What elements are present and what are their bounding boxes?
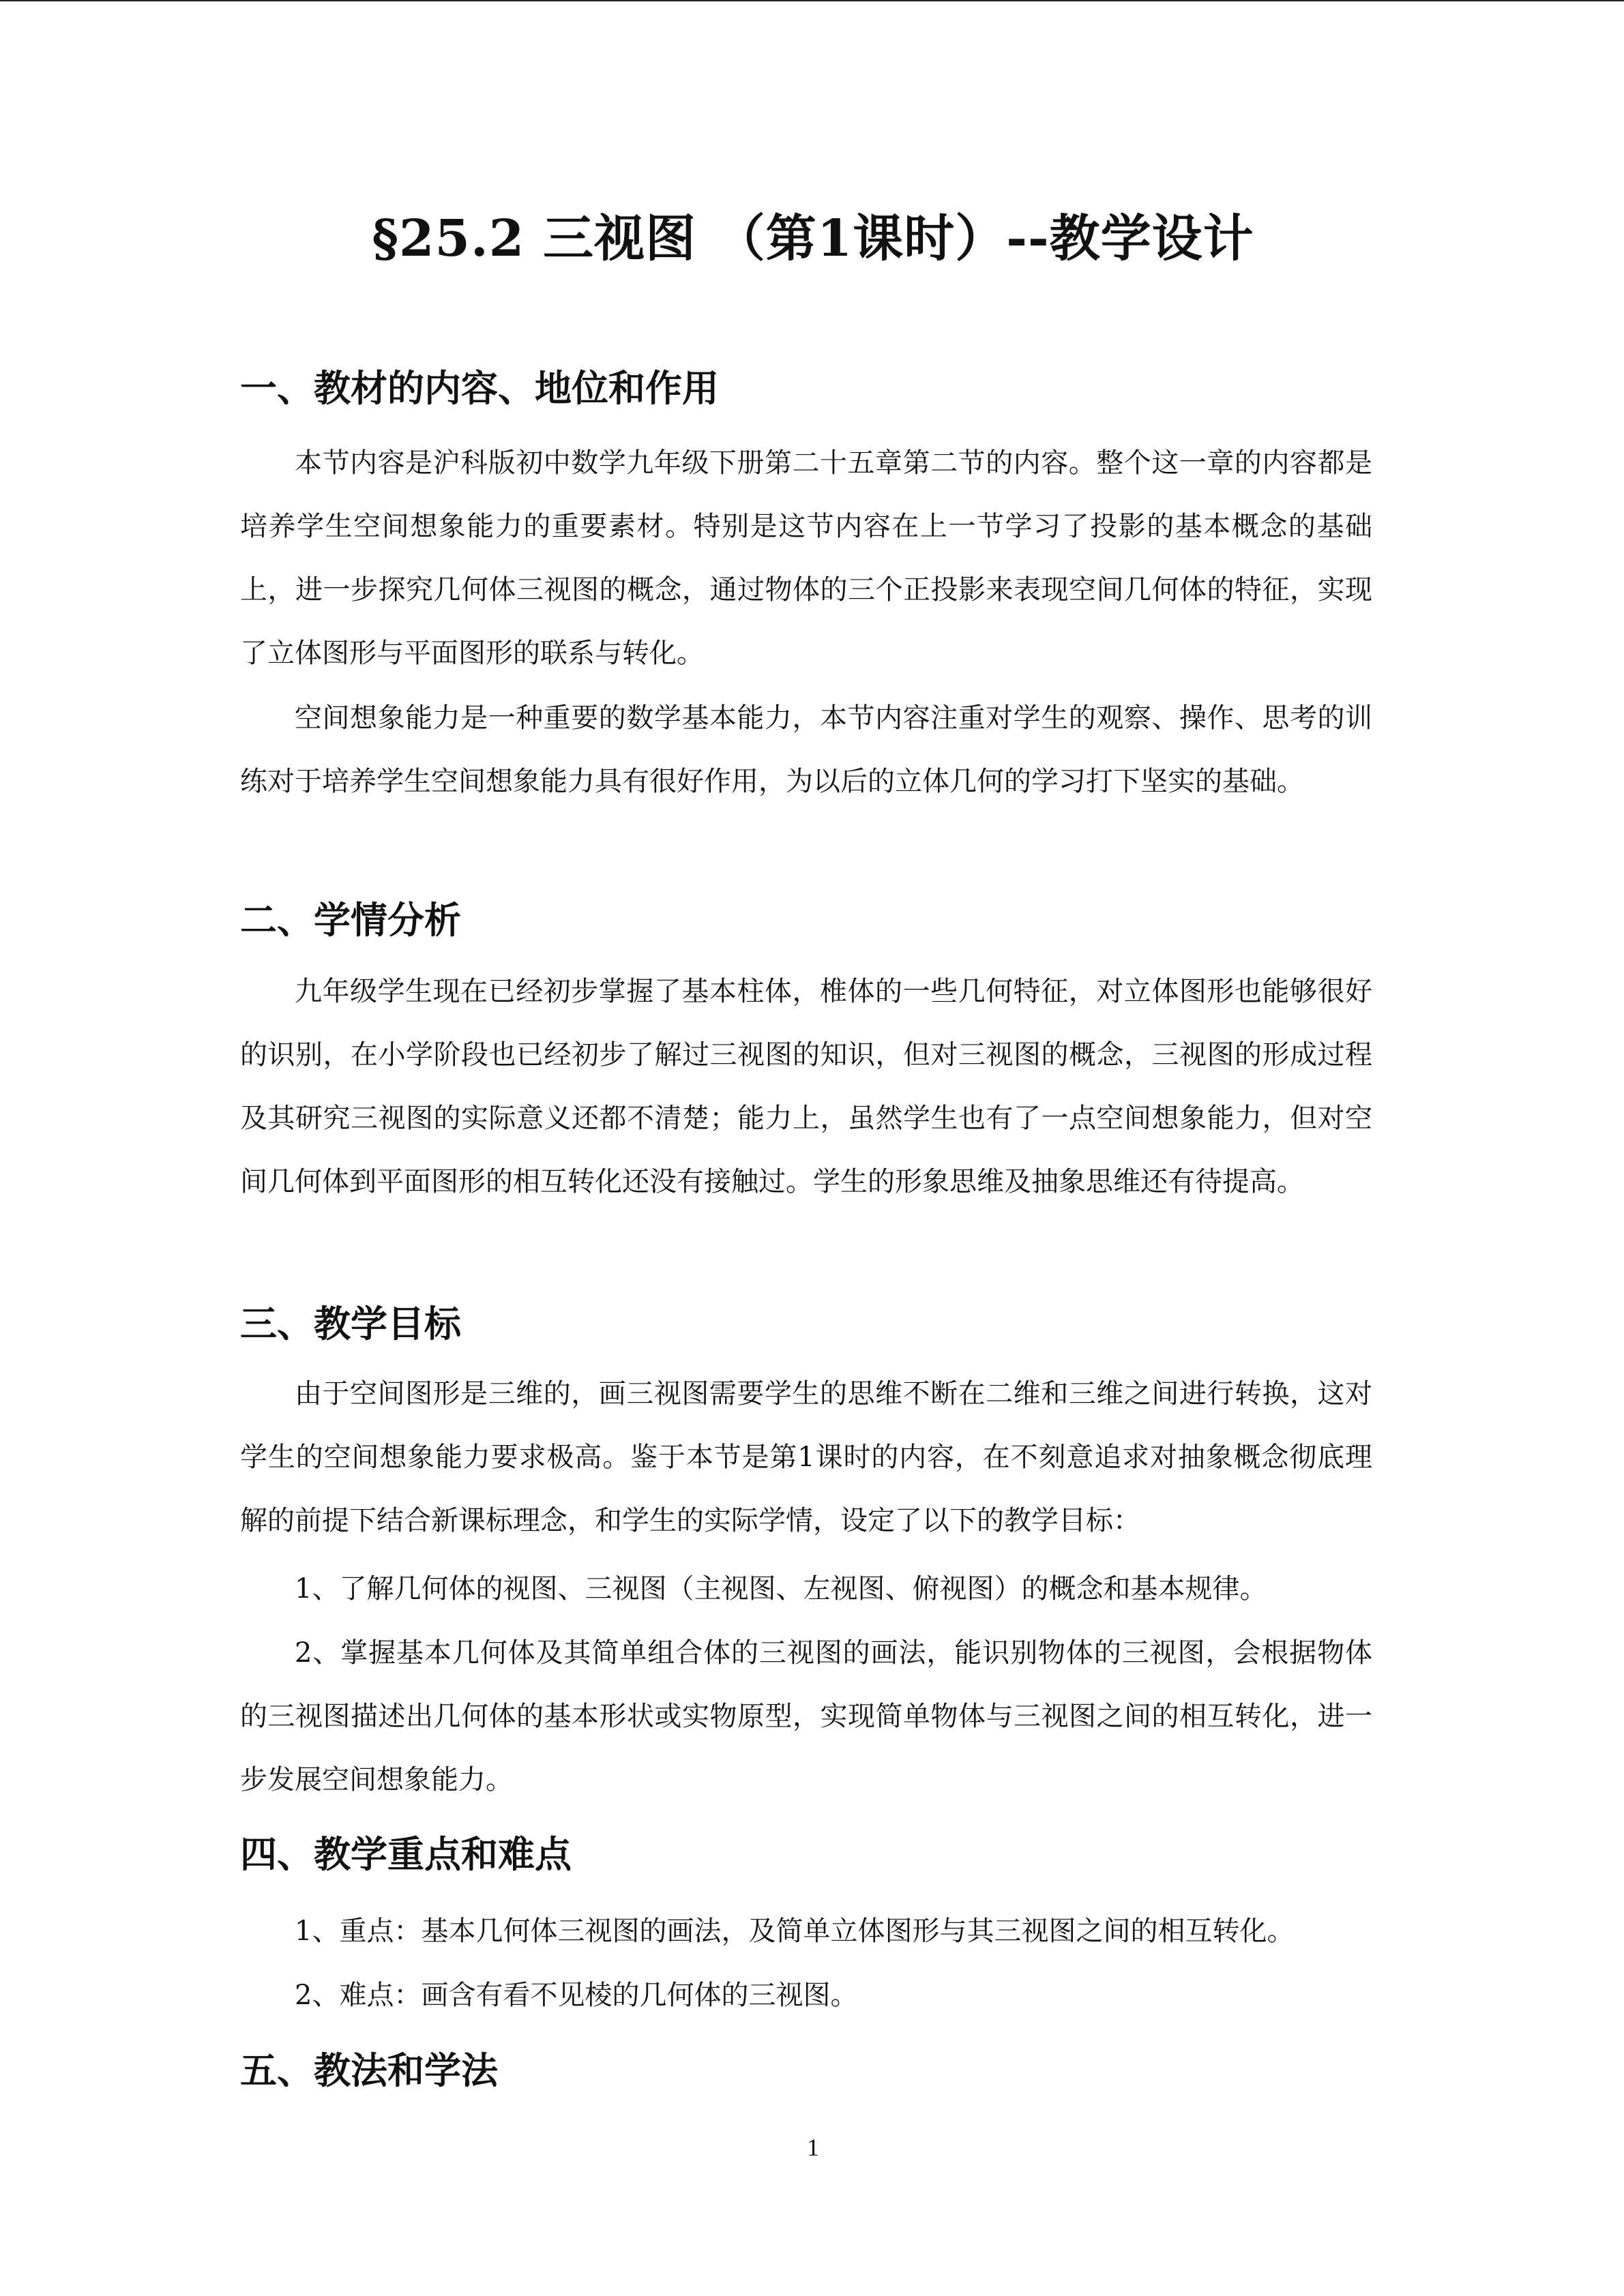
section-heading-5: 五、教法和学法 xyxy=(240,2049,498,2092)
section-3-goal-2: 2、掌握基本几何体及其简单组合体的三视图的画法，能识别物体的三视图，会根据物体的三视图描述出几何体的基本形状或实物原型，实现简单物体与三视图之间的相互转化，进一步发展空间想象能力。 xyxy=(240,1637,1372,1795)
page-top-border xyxy=(0,0,1624,1)
section-2-paragraph-1: 九年级学生现在已经初步掌握了基本柱体，椎体的一些几何特征，对立体图形也能够很好的识别，在小学阶段也已经初步了解过三视图的知识，但对三视图的概念，三视图的形成过程及其研究三视图的实际意义还都不清楚；能力上，虽然学生也有了一点空间想象能力，但对空间几何体到平面图形的相互转化还没有接触过。学生的形象思维及抽象思维还有待提高。 xyxy=(240,976,1372,1197)
section-1-paragraph-2: 空间想象能力是一种重要的数学基本能力，本节内容注重对学生的观察、操作、思考的训练对于培养学生空间想象能力具有很好作用，为以后的立体几何的学习打下坚实的基础。 xyxy=(240,702,1372,797)
section-3-paragraph-1: 由于空间图形是三维的，画三视图需要学生的思维不断在二维和三维之间进行转换，这对学生的空间想象能力要求极高。鉴于本节是第1课时的内容，在不刻意追求对抽象概念彻底理解的前提下结合新课标理念，和学生的实际学情，设定了以下的教学目标： xyxy=(240,1378,1372,1536)
section-3-goal-1: 1、了解几何体的视图、三视图（主视图、左视图、俯视图）的概念和基本规律。 xyxy=(295,1573,1267,1605)
section-heading-1: 一、教材的内容、地位和作用 xyxy=(240,367,719,410)
section-heading-3: 三、教学目标 xyxy=(240,1302,461,1345)
section-4-key-point: 1、重点：基本几何体三视图的画法，及简单立体图形与其三视图之间的相互转化。 xyxy=(295,1915,1295,1947)
section-1-paragraph-1: 本节内容是沪科版初中数学九年级下册第二十五章第二节的内容。整个这一章的内容都是培养学生空间想象能力的重要素材。特别是这节内容在上一节学习了投影的基本概念的基础上，进一步探究几何体三视图的概念，通过物体的三个正投影来表现空间几何体的特征，实现了立体图形与平面图形的联系与转化。 xyxy=(240,447,1372,669)
page-number: 1 xyxy=(807,2134,819,2161)
section-heading-2: 二、学情分析 xyxy=(240,899,461,942)
section-4-difficult-point: 2、难点：画含有看不见棱的几何体的三视图。 xyxy=(295,1980,858,2011)
document-title: §25.2 三视图 （第1课时）--教学设计 xyxy=(372,209,1254,268)
section-heading-4: 四、教学重点和难点 xyxy=(240,1833,572,1876)
